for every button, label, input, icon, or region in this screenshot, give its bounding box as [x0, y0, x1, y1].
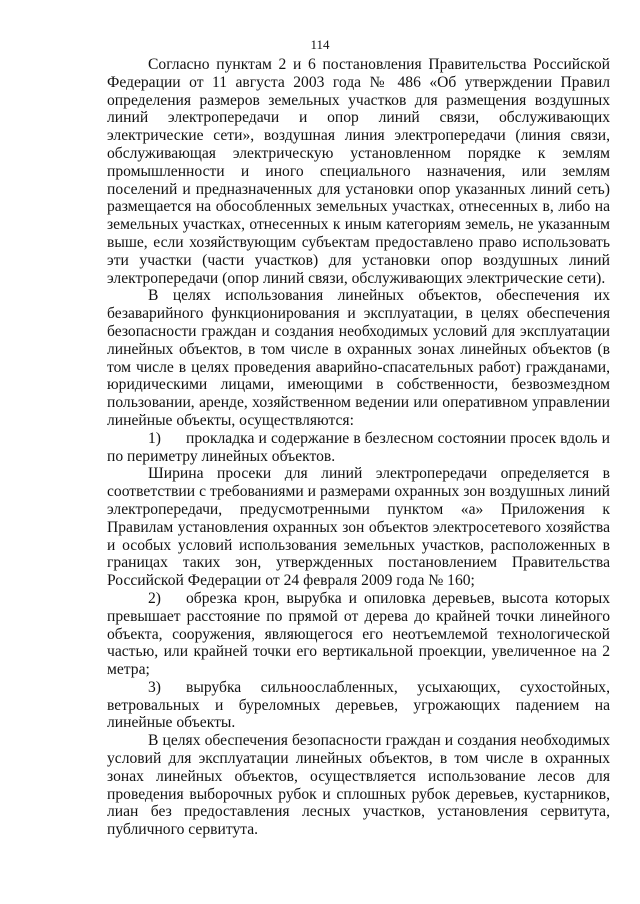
- list-item-number: 3): [148, 678, 161, 696]
- list-item-number: 2): [148, 589, 161, 607]
- paragraph-3: Ширина просеки для линий электропередачи определяется в соответствии с требованиями и размерами охранных зон воздушных линий электропередачи, предусмотренными пунктом «а» Приложения к Правилам установления охранных зон объектов электросетевого хозяйства и особых условий использования земельных участков, расположенных в границах таких зон, утвержденных постановлением Правительства Российской Федерации от 24 февраля 2009 года № 160;: [107, 465, 610, 590]
- list-item-2: [107, 590, 610, 679]
- page-number: 114: [310, 37, 330, 52]
- list-item-text: обрезка крон, вырубка и опиловка деревьев, высота которых превышает расстояние по прямой от дерева до крайней точки линейного объекта, сооружения, являющегося его неотъемлемой технологической частью, или крайней точки его вертикальной проекции, увеличенное на 2 метра;: [107, 589, 610, 679]
- list-item-1: [107, 430, 610, 466]
- list-item-text: вырубка сильноослабленных, усыхающих, сухостойных, ветровальных и буреломных деревьев, угрожающих падением на линейные объекты.: [107, 678, 610, 732]
- page-body: [107, 56, 610, 839]
- paragraph-4: В целях обеспечения безопасности граждан и создания необходимых условий для эксплуатации линейных объектов, в том числе в охранных зонах линейных объектов, осуществляется использование лесов для проведения выборочных рубок и сплошных рубок деревьев, кустарников, лиан без предоставления лесных участков, установления сервитута, публичного сервитута.: [107, 732, 610, 839]
- list-item-number: 1): [148, 429, 161, 447]
- list-item-text: прокладка и содержание в безлесном состоянии просек вдоль и по периметру линейных объектов.: [107, 429, 610, 465]
- list-item-3: [107, 679, 610, 732]
- paragraph-1: Согласно пунктам 2 и 6 постановления Правительства Российской Федерации от 11 августа 2003 года № 486 «Об утверждении Правил определения размеров земельных участков для размещения воздушных линий электропередачи и опор линий связи, обслуживающих электрические сети», воздушная линия электропередачи (линия связи, обслуживающая электрическую установленном порядке к землям промышленности и иного специального назначения, или землям поселений и предназначенных для установки опор указанных линий сеть) размещается на обособленных земельных участках, отнесенных в, либо на земельных участках, отнесенных к иным категориям земель, не указанным выше, если хозяйствующим субъектам предоставлено право использовать эти участки (части участков) для установки опор воздушных линий электропередачи (опор линий связи, обслуживающих электрические сети).: [107, 56, 610, 287]
- paragraph-2: В целях использования линейных объектов, обеспечения их безаварийного функционирования и эксплуатации, в целях обеспечения безопасности граждан и создания необходимых условий для эксплуатации линейных объектов, в том числе в охранных зонах линейных объектов (в том числе в целях проведения аварийно-спасательных работ) гражданами, юридическими лицами, имеющими в собственности, безвозмездном пользовании, аренде, хозяйственном ведении или оперативном управлении линейные объекты, осуществляются:: [107, 287, 610, 429]
